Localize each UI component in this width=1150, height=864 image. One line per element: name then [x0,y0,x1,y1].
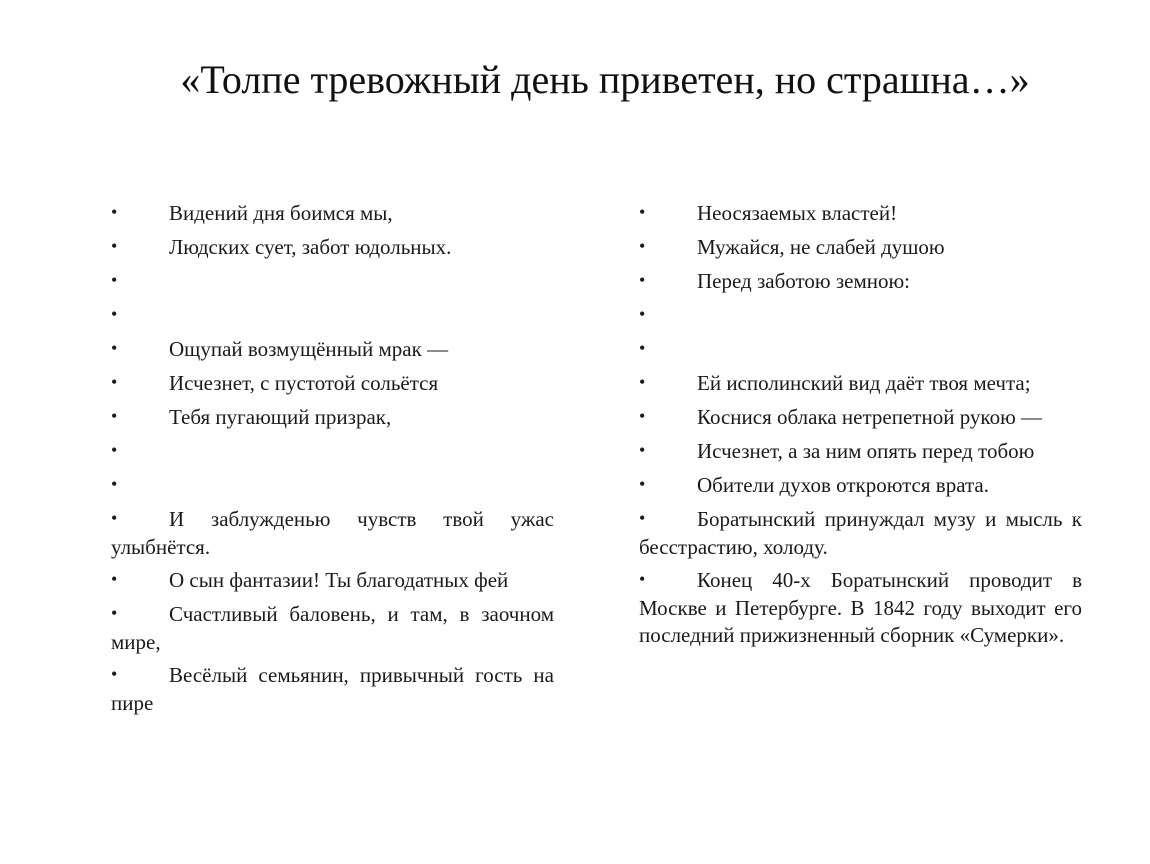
bullet-icon: • [111,202,118,222]
bullet-icon: • [111,304,118,324]
list-item-text: Обители духов откроются врата. [697,473,989,497]
list-item [111,302,554,330]
list-item [111,472,554,500]
bullet-icon: • [111,406,118,426]
left-column-list [111,200,554,723]
list-item [111,438,554,466]
list-item-text: Мужайся, не слабей душою [697,235,945,259]
list-item [639,200,1082,228]
list-item-text: Неосязаемых властей! [697,201,898,225]
list-item-text: Боратынский принуждал музу и мысль к бесстрастию, холоду. [639,507,1082,559]
bullet-icon: • [639,202,646,222]
bullet-icon: • [111,372,118,392]
list-item-text: Людских сует, забот юдольных. [169,235,452,259]
bullet-icon: • [639,372,646,392]
bullet-icon: • [111,664,118,684]
right-column-list [639,200,1082,655]
bullet-icon: • [639,508,646,528]
bullet-icon: • [639,406,646,426]
list-item-text: Исчезнет, а за ним опять перед тобою [697,439,1035,463]
list-item [639,438,1082,466]
list-item-text: Коснися облака нетрепетной рукою — [697,405,1043,429]
bullet-icon: • [639,440,646,460]
list-item-text: Ощупай возмущённый мрак — [169,337,449,361]
list-item [111,234,554,262]
list-item [111,662,554,717]
list-item-text: Ей исполинский вид даёт твоя мечта; [697,371,1031,395]
list-item-text: Весёлый семьянин, привычный гость на пире [111,663,554,715]
list-item [639,234,1082,262]
list-item [639,506,1082,561]
list-item-text: О сын фантазии! Ты благодатных фей [169,568,509,592]
list-item-text: Видений дня боимся мы, [169,201,393,225]
list-item [639,336,1082,364]
list-item [639,268,1082,296]
list-item [111,601,554,656]
list-item-text: Исчезнет, с пустотой сольётся [169,371,439,395]
list-item-text: Счастливый баловень, и там, в заочном мире, [111,602,554,654]
list-item [111,268,554,296]
bullet-icon: • [111,508,118,528]
list-item [111,336,554,364]
bullet-icon: • [111,569,118,589]
bullet-icon: • [111,603,118,623]
list-item [111,370,554,398]
list-item [639,472,1082,500]
list-item [639,302,1082,330]
bullet-icon: • [111,338,118,358]
slide-title: «Толпе тревожный день приветен, но страшна…» [180,57,1030,102]
list-item-text: И заблужденью чувств твой ужас улыбнётся. [111,507,554,559]
list-item [639,370,1082,398]
list-item-text: Тебя пугающий призрак, [169,405,392,429]
bullet-icon: • [639,304,646,324]
list-item [639,567,1082,649]
bullet-icon: • [639,338,646,358]
bullet-icon: • [639,474,646,494]
list-item-text: Конец 40-х Боратынский проводит в Москве и Петербурге. В 1842 году выходит его последний прижизненный сборник «Сумерки». [639,568,1082,647]
bullet-icon: • [111,236,118,256]
list-item [111,567,554,595]
list-item [111,200,554,228]
bullet-icon: • [111,270,118,290]
bullet-icon: • [111,474,118,494]
list-item [111,404,554,432]
bullet-icon: • [639,569,646,589]
list-item-text: Перед заботою земною: [697,269,910,293]
list-item [111,506,554,561]
list-item [639,404,1082,432]
bullet-icon: • [639,236,646,256]
bullet-icon: • [111,440,118,460]
bullet-icon: • [639,270,646,290]
